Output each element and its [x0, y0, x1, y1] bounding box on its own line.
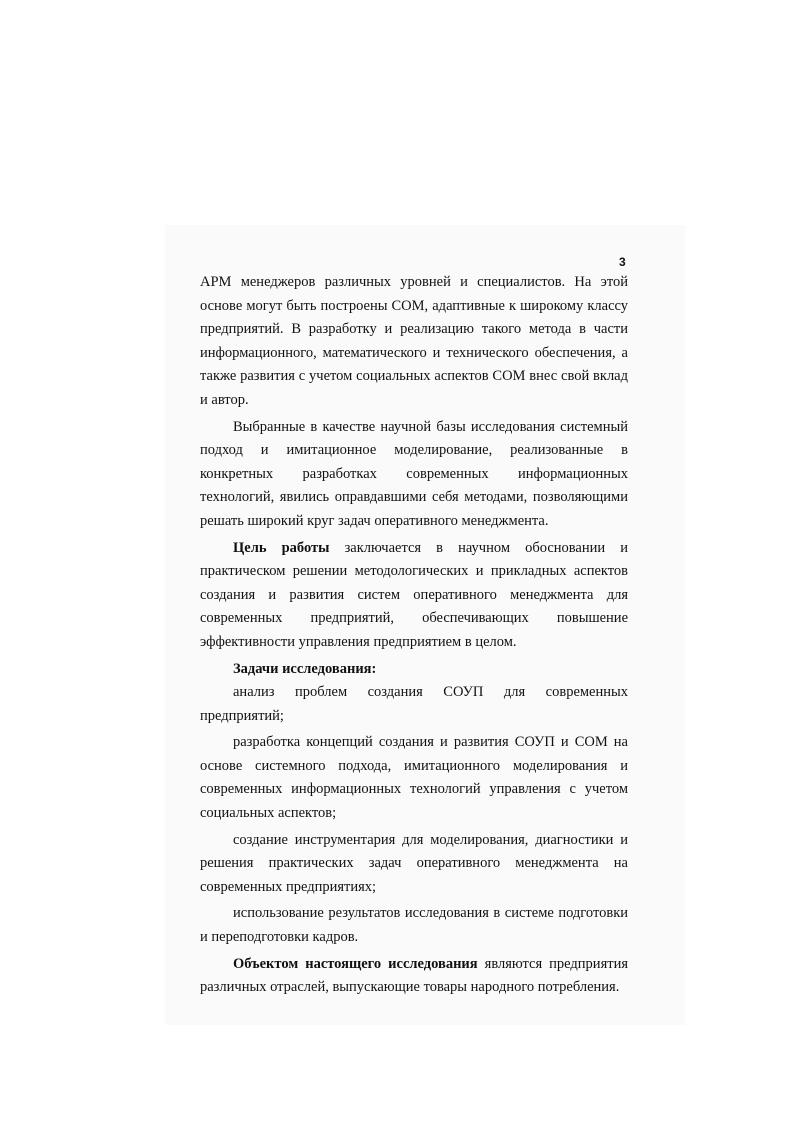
task-item: анализ проблем создания СОУП для современных предприятий; [200, 684, 628, 724]
page-number: 3 [619, 255, 626, 269]
tasks-heading: Задачи исследования: [233, 660, 377, 677]
task-item: использование результатов исследования в системе подготовки и переподготовки кадров. [200, 905, 628, 946]
goal-label: Цель работы [233, 539, 330, 556]
task-item: создание инструментария для моделирования, диагностики и решения практических задач оперативного менеджмента на современных предприятиях; [200, 831, 628, 895]
paragraph-arm-intro: АРМ менеджеров различных уровней и специалистов. На этой основе могут быть построены СОМ, адаптивные к широкому классу предприятий. В разработку и реализацию такого метода в части информационного, математического и технического обеспечения, а также развития с учетом социальных аспектов СОМ внес свой вклад и автор. [200, 274, 628, 408]
paragraph-object [200, 953, 628, 1000]
document-body [200, 271, 628, 1000]
object-label: Объектом настоящего исследования [233, 955, 478, 972]
paragraph-methods: Выбранные в качестве научной базы исследования системный подход и имитационное моделирование, реализованные в конкретных разработках современных информационных технологий, явились оправдавшими себя методами, позволяющими решать широкий круг задач оперативного менеджмента. [200, 418, 628, 529]
goal-text: заключается в научном обосновании и практическом решении методологических и прикладных аспектов создания и развития систем оперативного менеджмента для современных предприятий, обеспечивающих повышение эффективности управления предприятием в целом. [200, 539, 628, 650]
paragraph-goal [200, 537, 628, 655]
object-text: являются предприятия различных отраслей, выпускающие товары народного потребления. [200, 955, 628, 996]
task-item: разработка концепций создания и развития СОУП и СОМ на основе системного подхода, имитационного моделирования и современных информационных технологий управления с учетом социальных аспектов; [200, 734, 628, 822]
